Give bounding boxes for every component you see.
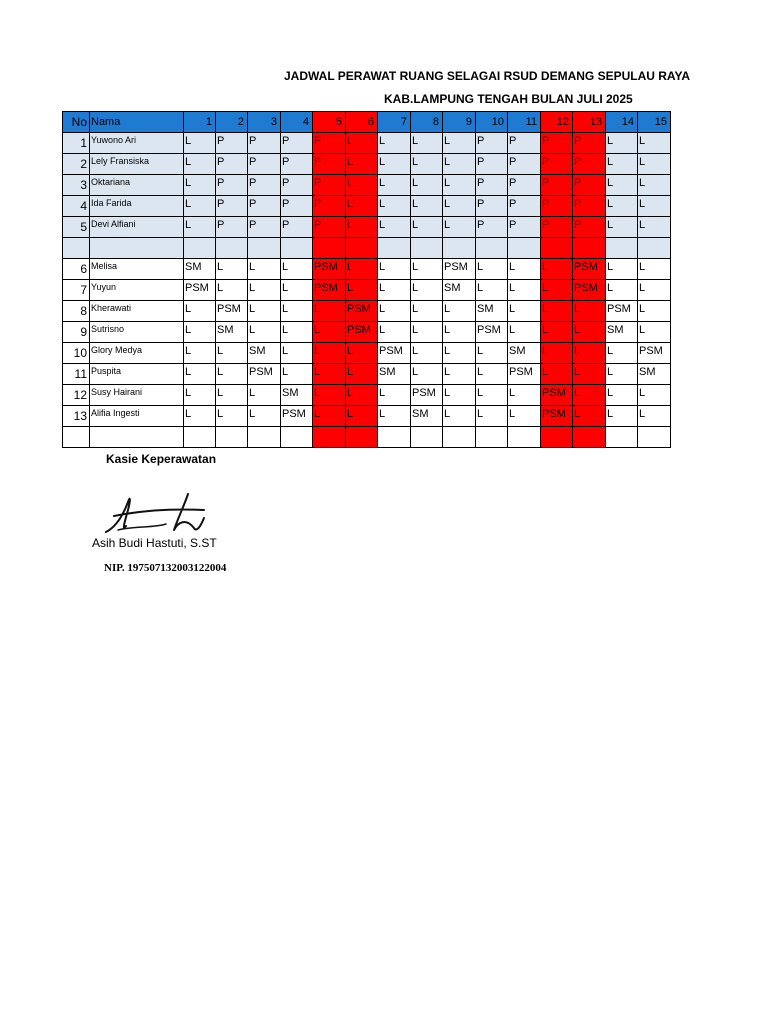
shift-cell: L	[573, 385, 606, 406]
column-header-day: 13	[573, 112, 606, 133]
column-header-day: 3	[248, 112, 281, 133]
shift-cell: L	[184, 322, 216, 343]
shift-cell: P	[508, 196, 541, 217]
shift-cell: PSM	[638, 343, 671, 364]
shift-cell: L	[443, 154, 476, 175]
shift-cell: L	[443, 133, 476, 154]
shift-cell: L	[411, 154, 443, 175]
shift-cell: P	[541, 217, 573, 238]
shift-cell: L	[476, 343, 508, 364]
shift-cell: SM	[443, 280, 476, 301]
shift-cell: P	[281, 154, 313, 175]
shift-cell: P	[313, 154, 346, 175]
shift-cell: P	[573, 196, 606, 217]
shift-cell: L	[638, 385, 671, 406]
nurse-name: Lely Fransiska	[90, 154, 184, 175]
shift-cell: L	[638, 196, 671, 217]
empty-cell	[281, 238, 313, 259]
signatory-name: Asih Budi Hastuti, S.ST	[92, 536, 217, 550]
shift-cell: SM	[216, 322, 248, 343]
shift-cell: L	[346, 385, 378, 406]
shift-cell: L	[248, 280, 281, 301]
empty-cell	[248, 238, 281, 259]
shift-cell: L	[281, 322, 313, 343]
shift-cell: L	[638, 217, 671, 238]
shift-cell: L	[541, 280, 573, 301]
nurse-name: Devi Alfiani	[90, 217, 184, 238]
empty-cell	[443, 238, 476, 259]
nurse-name: Puspita	[90, 364, 184, 385]
nurse-name: Oktariana	[90, 175, 184, 196]
shift-cell: PSM	[476, 322, 508, 343]
shift-cell: L	[346, 133, 378, 154]
shift-cell: PSM	[606, 301, 638, 322]
shift-cell: P	[573, 175, 606, 196]
empty-cell	[411, 238, 443, 259]
shift-cell: L	[248, 406, 281, 427]
empty-cell	[606, 238, 638, 259]
shift-cell: L	[313, 406, 346, 427]
empty-cell	[443, 427, 476, 448]
shift-cell: L	[606, 406, 638, 427]
shift-cell: PSM	[313, 259, 346, 280]
row-number: 2	[63, 154, 90, 175]
shift-cell: L	[313, 322, 346, 343]
shift-cell: P	[216, 133, 248, 154]
empty-cell	[313, 238, 346, 259]
shift-cell: PSM	[346, 301, 378, 322]
table-header-row	[63, 112, 671, 133]
shift-cell: P	[573, 133, 606, 154]
shift-cell: L	[184, 175, 216, 196]
shift-cell: L	[606, 133, 638, 154]
column-header-day: 8	[411, 112, 443, 133]
shift-cell: L	[476, 385, 508, 406]
empty-cell	[313, 427, 346, 448]
shift-cell: L	[378, 259, 411, 280]
shift-cell: L	[606, 154, 638, 175]
shift-cell: L	[606, 280, 638, 301]
shift-cell: L	[248, 322, 281, 343]
shift-cell: PSM	[216, 301, 248, 322]
shift-cell: L	[606, 364, 638, 385]
shift-cell: PSM	[541, 406, 573, 427]
shift-cell: L	[508, 259, 541, 280]
shift-cell: L	[606, 259, 638, 280]
shift-cell: L	[541, 301, 573, 322]
shift-cell: PSM	[281, 406, 313, 427]
shift-cell: P	[508, 175, 541, 196]
shift-cell: P	[313, 217, 346, 238]
table-row	[63, 301, 671, 322]
column-header-day: 2	[216, 112, 248, 133]
shift-cell: L	[346, 175, 378, 196]
shift-cell: L	[541, 322, 573, 343]
shift-cell: P	[476, 175, 508, 196]
shift-cell: P	[248, 217, 281, 238]
shift-cell: L	[606, 385, 638, 406]
column-header-day: 6	[346, 112, 378, 133]
shift-cell: P	[541, 133, 573, 154]
shift-cell: L	[638, 280, 671, 301]
empty-cell	[508, 238, 541, 259]
row-number: 1	[63, 133, 90, 154]
shift-cell: L	[508, 406, 541, 427]
shift-cell: P	[476, 154, 508, 175]
shift-cell: L	[346, 343, 378, 364]
shift-cell: L	[216, 280, 248, 301]
shift-cell: L	[378, 406, 411, 427]
shift-cell: L	[476, 259, 508, 280]
column-header-day: 5	[313, 112, 346, 133]
shift-cell: L	[313, 385, 346, 406]
shift-cell: L	[411, 301, 443, 322]
shift-cell: PSM	[378, 343, 411, 364]
nurse-name: Yuyun	[90, 280, 184, 301]
shift-cell: SM	[378, 364, 411, 385]
column-header-day: 14	[606, 112, 638, 133]
shift-cell: L	[346, 364, 378, 385]
shift-cell: L	[216, 259, 248, 280]
schedule-title: JADWAL PERAWAT RUANG SELAGAI RSUD DEMANG SEPULAU RAYA	[284, 69, 691, 83]
shift-cell: L	[378, 133, 411, 154]
row-number: 3	[63, 175, 90, 196]
shift-cell: P	[216, 217, 248, 238]
column-header-day: 10	[476, 112, 508, 133]
table-row	[63, 259, 671, 280]
empty-cell	[90, 427, 184, 448]
empty-cell	[541, 427, 573, 448]
table-row	[63, 133, 671, 154]
shift-cell: L	[281, 343, 313, 364]
shift-cell: L	[313, 343, 346, 364]
empty-cell	[90, 238, 184, 259]
shift-cell: L	[411, 322, 443, 343]
row-number: 13	[63, 406, 90, 427]
shift-cell: L	[411, 196, 443, 217]
shift-cell: L	[573, 301, 606, 322]
shift-cell: PSM	[573, 259, 606, 280]
shift-cell: L	[573, 364, 606, 385]
shift-cell: L	[573, 322, 606, 343]
table-row-empty	[63, 427, 671, 448]
shift-cell: P	[248, 175, 281, 196]
column-header-day: 12	[541, 112, 573, 133]
empty-cell	[476, 238, 508, 259]
column-header-day: 11	[508, 112, 541, 133]
row-number: 4	[63, 196, 90, 217]
column-header-day: 9	[443, 112, 476, 133]
shift-cell: L	[411, 343, 443, 364]
shift-cell: L	[346, 217, 378, 238]
shift-cell: L	[216, 385, 248, 406]
shift-cell: L	[443, 343, 476, 364]
shift-cell: L	[216, 343, 248, 364]
shift-cell: PSM	[313, 280, 346, 301]
shift-cell: L	[638, 259, 671, 280]
column-header-day: 7	[378, 112, 411, 133]
shift-cell: L	[541, 343, 573, 364]
shift-cell: L	[508, 301, 541, 322]
shift-cell: L	[378, 301, 411, 322]
shift-cell: P	[476, 196, 508, 217]
shift-cell: L	[606, 343, 638, 364]
shift-cell: PSM	[508, 364, 541, 385]
shift-cell: P	[573, 217, 606, 238]
shift-cell: L	[476, 280, 508, 301]
shift-cell: L	[411, 280, 443, 301]
shift-cell: P	[313, 196, 346, 217]
column-header-no: No	[63, 112, 90, 133]
table-row	[63, 175, 671, 196]
shift-cell: P	[313, 175, 346, 196]
shift-cell: L	[606, 217, 638, 238]
empty-cell	[638, 238, 671, 259]
column-header-name: Nama	[90, 112, 184, 133]
shift-cell: L	[378, 280, 411, 301]
empty-cell	[573, 427, 606, 448]
empty-cell	[216, 238, 248, 259]
empty-cell	[378, 238, 411, 259]
shift-cell: SM	[606, 322, 638, 343]
shift-cell: L	[378, 175, 411, 196]
shift-cell: P	[216, 154, 248, 175]
shift-cell: L	[508, 322, 541, 343]
row-number: 9	[63, 322, 90, 343]
shift-cell: L	[248, 385, 281, 406]
empty-cell	[248, 427, 281, 448]
shift-cell: L	[216, 364, 248, 385]
shift-cell: L	[346, 154, 378, 175]
shift-cell: L	[378, 196, 411, 217]
shift-cell: SM	[281, 385, 313, 406]
shift-cell: L	[638, 175, 671, 196]
schedule-table	[62, 111, 671, 448]
shift-cell: L	[476, 364, 508, 385]
shift-cell: L	[443, 301, 476, 322]
shift-cell: PSM	[443, 259, 476, 280]
shift-cell: L	[184, 385, 216, 406]
table-row-empty	[63, 238, 671, 259]
shift-cell: L	[184, 364, 216, 385]
shift-cell: L	[281, 364, 313, 385]
shift-cell: L	[638, 133, 671, 154]
shift-cell: P	[281, 175, 313, 196]
shift-cell: SM	[638, 364, 671, 385]
shift-cell: P	[281, 196, 313, 217]
shift-cell: PSM	[411, 385, 443, 406]
row-number: 11	[63, 364, 90, 385]
shift-cell: P	[508, 154, 541, 175]
empty-cell	[63, 238, 90, 259]
shift-cell: P	[508, 217, 541, 238]
shift-cell: L	[606, 175, 638, 196]
shift-cell: P	[216, 175, 248, 196]
shift-cell: L	[346, 280, 378, 301]
shift-cell: P	[216, 196, 248, 217]
empty-cell	[346, 238, 378, 259]
empty-cell	[476, 427, 508, 448]
shift-cell: P	[541, 175, 573, 196]
column-header-day: 4	[281, 112, 313, 133]
shift-cell: L	[378, 154, 411, 175]
shift-cell: L	[638, 154, 671, 175]
table-row	[63, 406, 671, 427]
shift-cell: PSM	[346, 322, 378, 343]
empty-cell	[184, 427, 216, 448]
shift-cell: P	[248, 133, 281, 154]
shift-cell: P	[476, 133, 508, 154]
shift-cell: L	[411, 364, 443, 385]
shift-cell: L	[248, 301, 281, 322]
shift-cell: L	[411, 133, 443, 154]
shift-cell: L	[378, 322, 411, 343]
shift-cell: L	[346, 259, 378, 280]
shift-cell: L	[313, 301, 346, 322]
shift-cell: L	[281, 280, 313, 301]
shift-cell: PSM	[573, 280, 606, 301]
shift-cell: L	[443, 364, 476, 385]
nurse-name: Melisa	[90, 259, 184, 280]
shift-cell: P	[281, 217, 313, 238]
shift-cell: SM	[184, 259, 216, 280]
shift-cell: L	[184, 343, 216, 364]
nurse-name: Glory Medya	[90, 343, 184, 364]
row-number: 5	[63, 217, 90, 238]
shift-cell: PSM	[541, 385, 573, 406]
row-number: 12	[63, 385, 90, 406]
shift-cell: L	[541, 259, 573, 280]
row-number: 10	[63, 343, 90, 364]
row-number: 6	[63, 259, 90, 280]
shift-cell: SM	[411, 406, 443, 427]
table-row	[63, 154, 671, 175]
shift-cell: L	[411, 259, 443, 280]
empty-cell	[281, 427, 313, 448]
shift-cell: L	[184, 196, 216, 217]
empty-cell	[216, 427, 248, 448]
empty-cell	[411, 427, 443, 448]
nurse-name: Yuwono Ari	[90, 133, 184, 154]
shift-cell: L	[443, 385, 476, 406]
shift-cell: L	[281, 259, 313, 280]
empty-cell	[508, 427, 541, 448]
empty-cell	[638, 427, 671, 448]
shift-cell: L	[508, 280, 541, 301]
empty-cell	[606, 427, 638, 448]
kasie-label: Kasie Keperawatan	[106, 452, 217, 466]
shift-cell: L	[184, 217, 216, 238]
shift-cell: P	[508, 133, 541, 154]
shift-cell: PSM	[248, 364, 281, 385]
nurse-name: Susy Hairani	[90, 385, 184, 406]
empty-cell	[184, 238, 216, 259]
table-row	[63, 280, 671, 301]
empty-cell	[63, 427, 90, 448]
row-number: 7	[63, 280, 90, 301]
shift-cell: L	[411, 217, 443, 238]
column-header-day: 15	[638, 112, 671, 133]
table-row	[63, 217, 671, 238]
row-number: 8	[63, 301, 90, 322]
signature-image	[104, 488, 214, 540]
shift-cell: L	[184, 133, 216, 154]
table-row	[63, 196, 671, 217]
table-row	[63, 322, 671, 343]
shift-cell: L	[541, 364, 573, 385]
shift-cell: L	[411, 175, 443, 196]
shift-cell: PSM	[184, 280, 216, 301]
shift-cell: L	[443, 217, 476, 238]
shift-cell: P	[248, 154, 281, 175]
shift-cell: L	[378, 217, 411, 238]
shift-cell: P	[541, 154, 573, 175]
shift-cell: L	[606, 196, 638, 217]
shift-cell: P	[248, 196, 281, 217]
nurse-name: Ida Farida	[90, 196, 184, 217]
shift-cell: L	[573, 406, 606, 427]
empty-cell	[541, 238, 573, 259]
empty-cell	[346, 427, 378, 448]
signatory-nip: NIP. 197507132003122004	[104, 562, 227, 574]
shift-cell: L	[313, 364, 346, 385]
empty-cell	[378, 427, 411, 448]
shift-cell: SM	[248, 343, 281, 364]
shift-cell: L	[638, 406, 671, 427]
table-row	[63, 385, 671, 406]
shift-cell: SM	[508, 343, 541, 364]
shift-cell: L	[573, 343, 606, 364]
shift-cell: L	[248, 259, 281, 280]
shift-cell: P	[313, 133, 346, 154]
shift-cell: P	[281, 133, 313, 154]
shift-cell: L	[281, 301, 313, 322]
shift-cell: L	[638, 322, 671, 343]
shift-cell: L	[443, 196, 476, 217]
schedule-subtitle: KAB.LAMPUNG TENGAH BULAN JULI 2025	[384, 92, 633, 106]
shift-cell: L	[443, 406, 476, 427]
table-row	[63, 364, 671, 385]
shift-cell: L	[508, 385, 541, 406]
nurse-name: Kherawati	[90, 301, 184, 322]
shift-cell: L	[184, 406, 216, 427]
shift-cell: L	[443, 322, 476, 343]
shift-cell: L	[184, 301, 216, 322]
shift-cell: P	[476, 217, 508, 238]
shift-cell: L	[216, 406, 248, 427]
shift-cell: L	[638, 301, 671, 322]
column-header-day: 1	[184, 112, 216, 133]
shift-cell: L	[443, 175, 476, 196]
shift-cell: P	[573, 154, 606, 175]
empty-cell	[573, 238, 606, 259]
shift-cell: L	[184, 154, 216, 175]
nurse-name: Sutrisno	[90, 322, 184, 343]
shift-cell: SM	[476, 301, 508, 322]
shift-cell: P	[541, 196, 573, 217]
nurse-name: Alifia Ingesti	[90, 406, 184, 427]
shift-cell: L	[476, 406, 508, 427]
shift-cell: L	[346, 406, 378, 427]
shift-cell: L	[378, 385, 411, 406]
table-row	[63, 343, 671, 364]
shift-cell: L	[346, 196, 378, 217]
